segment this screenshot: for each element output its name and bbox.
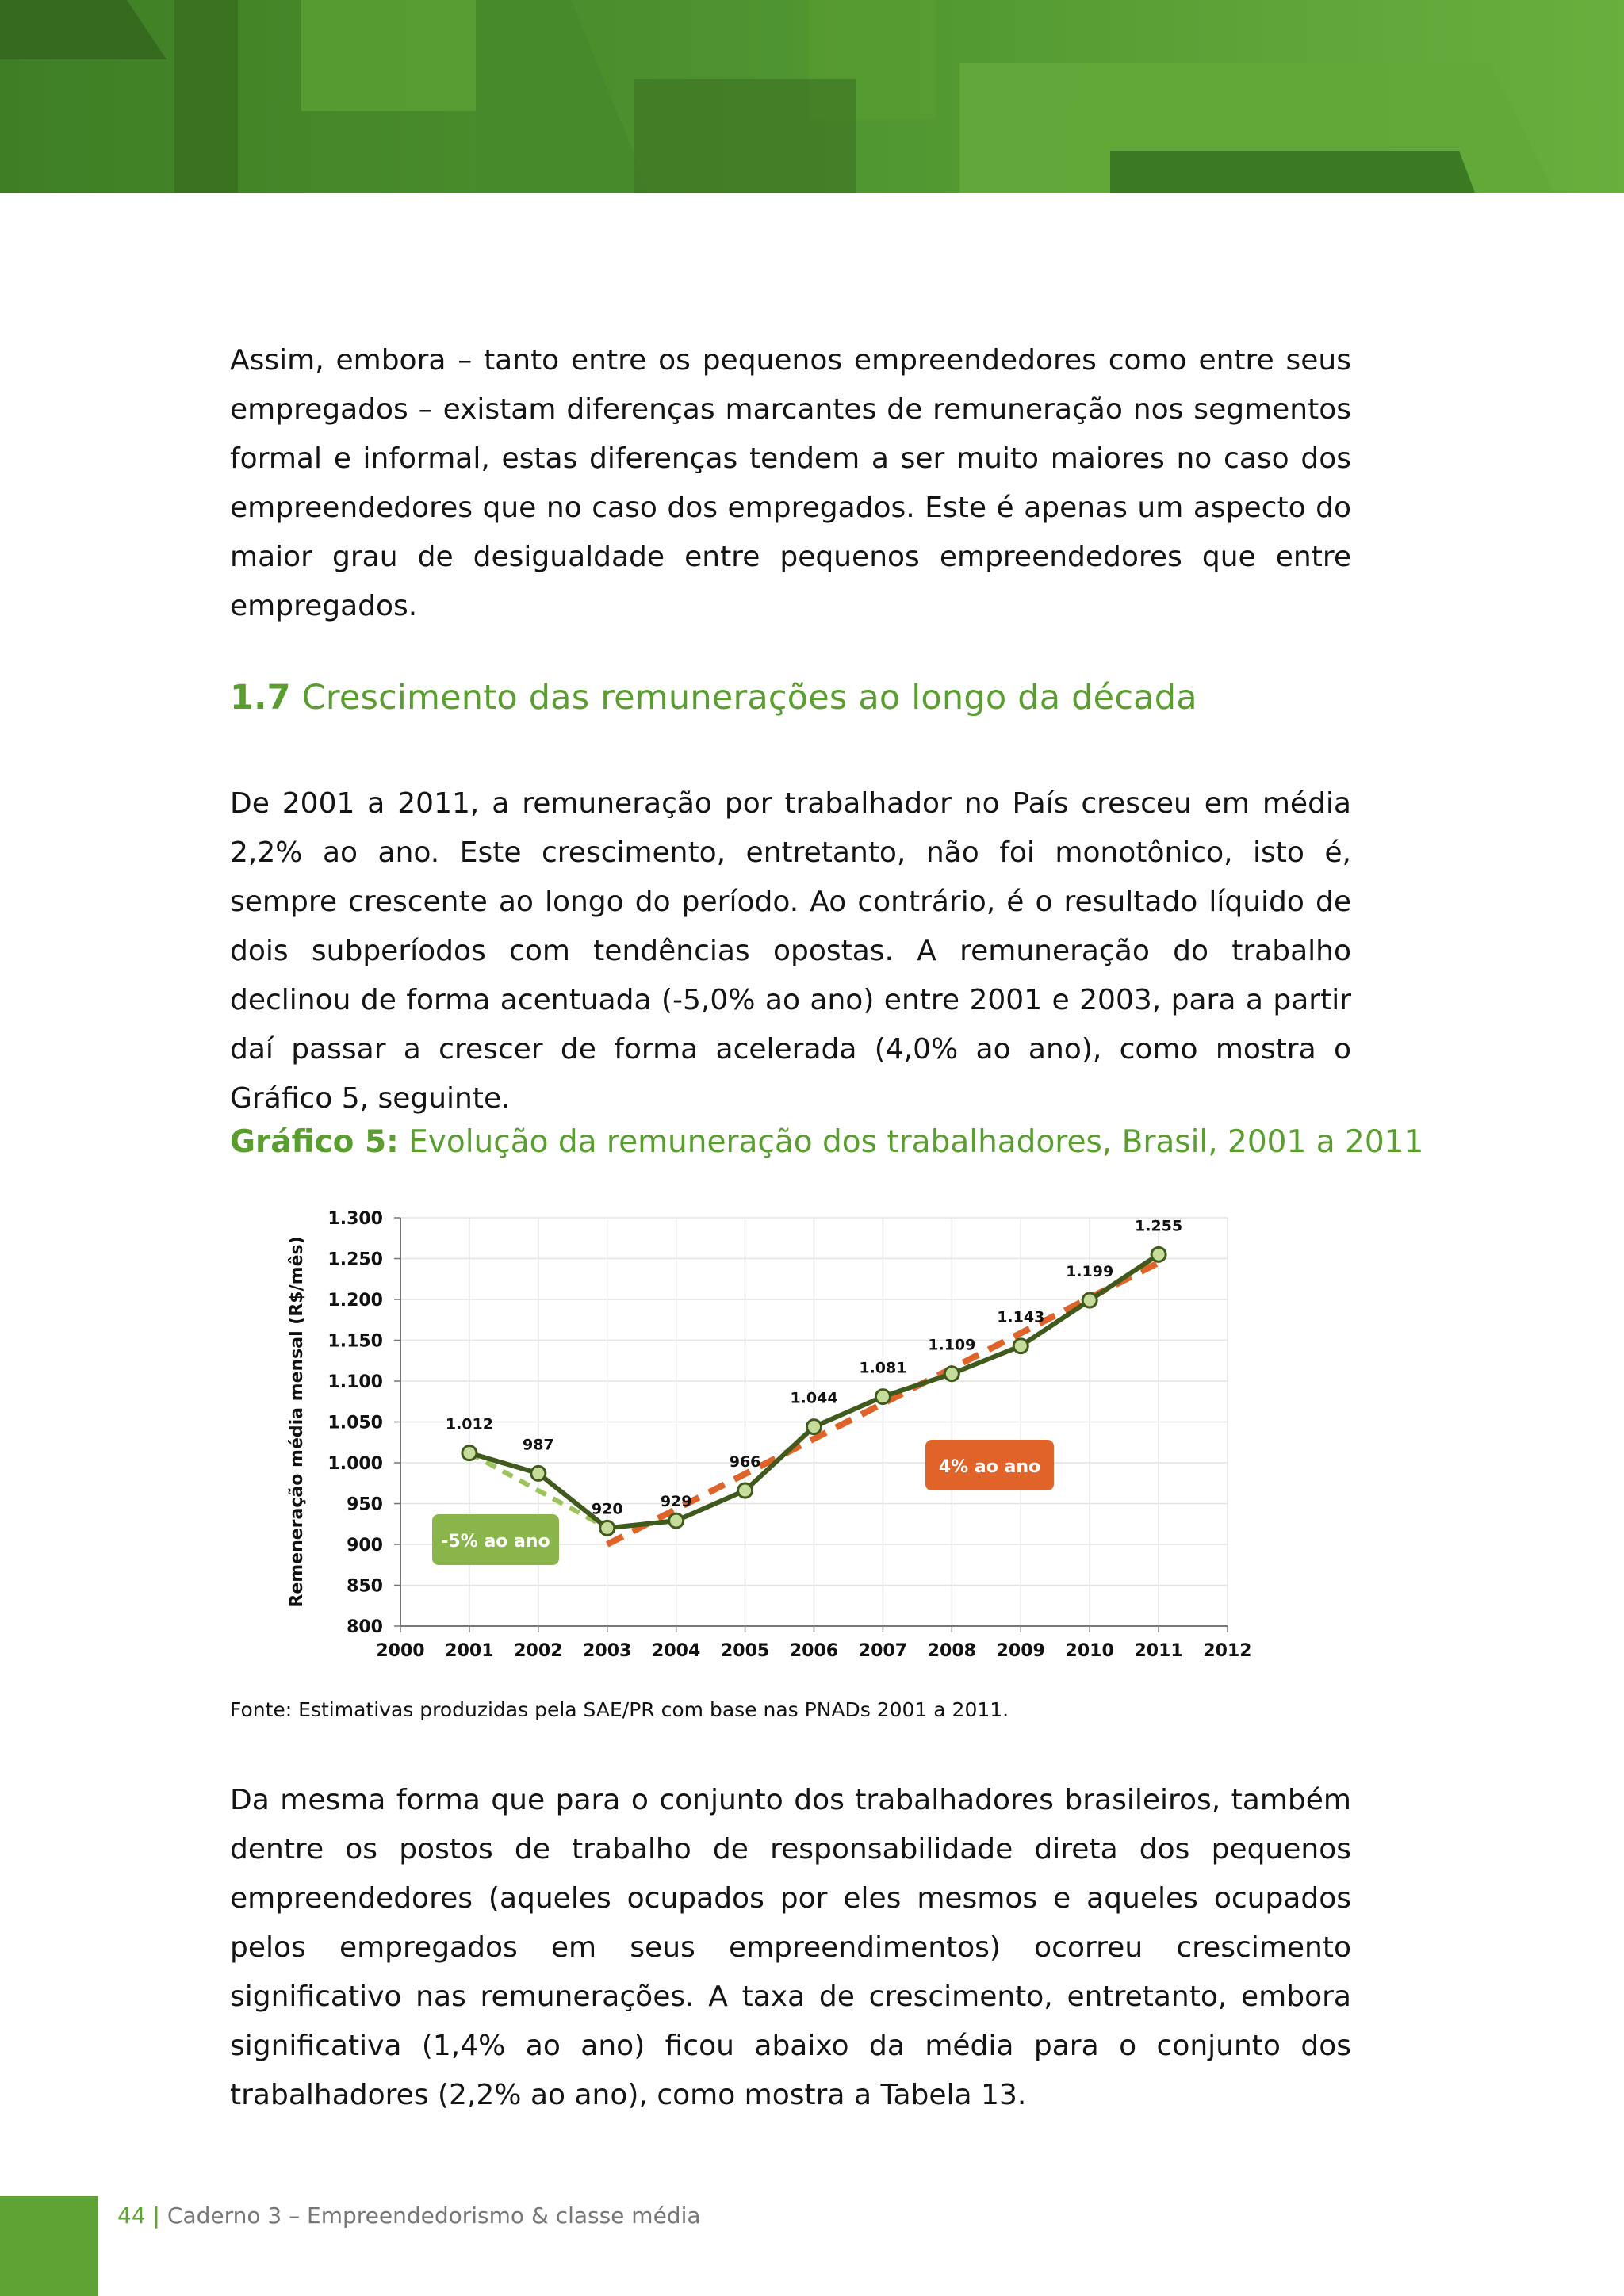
- y-tick-label: 950: [347, 1494, 383, 1515]
- section-title: Crescimento das remunerações ao longo da década: [301, 678, 1197, 718]
- footer: [117, 2202, 701, 2229]
- x-tick-label: 2009: [996, 1641, 1045, 1661]
- x-tick-label: 2004: [652, 1641, 701, 1661]
- x-tick-label: 2006: [789, 1641, 839, 1661]
- x-tick-label: 2008: [927, 1641, 976, 1661]
- y-tick-label: 1.200: [327, 1291, 383, 1311]
- x-tick-label: 2000: [376, 1641, 425, 1661]
- y-tick-label: 800: [347, 1617, 383, 1637]
- x-tick-label: 2003: [583, 1641, 632, 1661]
- paragraph-3: Da mesma forma que para o conjunto dos trabalhadores brasileiros, também dentre os postos de trabalho de responsabilidade direta dos pequenos empreendedores (aqueles ocupados por eles mesmos e aqueles ocupados pelos empregados em seus empreendimentos) ocorreu crescimento significativo nas remunerações. A taxa de crescimento, entretanto, embora significativa (1,4% ao ano) ficou abaixo da média para o conjunto dos trabalhadores (2,2% ao ano), como mostra a Tabela 13.: [230, 1784, 1351, 2111]
- section-number: 1.7: [230, 678, 291, 718]
- data-label: 929: [660, 1493, 692, 1511]
- trend-badge-up-label: 4% ao ano: [938, 1457, 1041, 1477]
- x-tick-label: 2002: [514, 1641, 563, 1661]
- footer-green-block: [0, 2196, 98, 2296]
- x-tick-label: 2001: [445, 1641, 494, 1661]
- y-tick-label: 850: [347, 1576, 383, 1597]
- data-label: 987: [522, 1436, 554, 1454]
- data-point: [1082, 1293, 1097, 1307]
- y-tick-label: 1.300: [327, 1209, 383, 1229]
- y-tick-label: 1.000: [327, 1454, 383, 1474]
- data-label: 1.255: [1135, 1217, 1183, 1235]
- data-point: [1013, 1339, 1028, 1353]
- y-tick-label: 1.150: [327, 1331, 383, 1352]
- data-point: [944, 1367, 959, 1381]
- section-heading: [230, 678, 1197, 718]
- line-chart-svg: [278, 1197, 1269, 1697]
- y-axis-label: Remeneração média mensal (R$/mês): [287, 1236, 307, 1608]
- data-point: [807, 1420, 822, 1434]
- y-tick-label: 1.250: [327, 1249, 383, 1270]
- data-label: 1.199: [1066, 1263, 1114, 1281]
- footer-text: Caderno 3 – Empreendedorismo & classe média: [167, 2202, 701, 2229]
- paragraph-1: Assim, embora – tanto entre os pequenos empreendedores como entre seus empregados – existam diferenças marcantes de remuneração nos segmentos formal e informal, estas diferenças tendem a ser muito maiores no caso dos empreendedores que no caso dos empregados. Este é apenas um aspecto do maior grau de desigualdade entre pequenos empreendedores que entre empregados.: [230, 344, 1351, 622]
- data-point: [600, 1521, 615, 1535]
- footer-separator: |: [152, 2202, 160, 2229]
- x-tick-label: 2011: [1134, 1641, 1183, 1661]
- data-point: [738, 1483, 753, 1498]
- data-label: 1.081: [859, 1359, 907, 1377]
- line-chart: [278, 1197, 1269, 1697]
- x-tick-label: 2012: [1203, 1641, 1252, 1661]
- x-tick-label: 2005: [720, 1641, 770, 1661]
- chart-caption-label: Gráfico 5:: [230, 1124, 399, 1160]
- chart-caption: [230, 1124, 1423, 1160]
- y-tick-label: 900: [347, 1536, 383, 1556]
- data-label: 1.012: [445, 1415, 493, 1433]
- x-tick-label: 2010: [1065, 1641, 1114, 1661]
- data-label: 1.143: [997, 1308, 1045, 1326]
- data-point: [462, 1446, 477, 1460]
- x-tick-label: 2007: [858, 1641, 908, 1661]
- data-point: [531, 1466, 546, 1480]
- data-point: [669, 1513, 684, 1528]
- trend-badge-down-label: -5% ao ano: [441, 1532, 550, 1552]
- chart-source: Fonte: Estimativas produzidas pela SAE/PR com base nas PNADs 2001 a 2011.: [230, 1698, 1009, 1721]
- data-label: 920: [591, 1500, 623, 1518]
- chart-caption-text: Evolução da remuneração dos trabalhadores, Brasil, 2001 a 2011: [408, 1124, 1424, 1160]
- paragraph-2: De 2001 a 2011, a remuneração por trabalhador no País cresceu em média 2,2% ao ano. Este crescimento, entretanto, não foi monotônico, isto é, sempre crescente ao longo do período. Ao contrário, é o resultado líquido de dois subperíodos com tendências opostas. A remuneração do trabalho declinou de forma acentuada (-5,0% ao ano) entre 2001 e 2003, para a partir daí passar a crescer de forma acelerada (4,0% ao ano), como mostra o Gráfico 5, seguinte.: [230, 787, 1351, 1115]
- header-banner-graphic: [0, 0, 1624, 193]
- data-label: 966: [729, 1453, 761, 1471]
- y-tick-label: 1.100: [327, 1372, 383, 1392]
- data-point: [875, 1390, 890, 1404]
- page-number: 44: [117, 2202, 146, 2229]
- y-tick-label: 1.050: [327, 1413, 383, 1433]
- data-point: [1151, 1247, 1166, 1261]
- data-label: 1.109: [928, 1336, 976, 1354]
- header-banner: [0, 0, 1624, 193]
- data-label: 1.044: [790, 1389, 838, 1407]
